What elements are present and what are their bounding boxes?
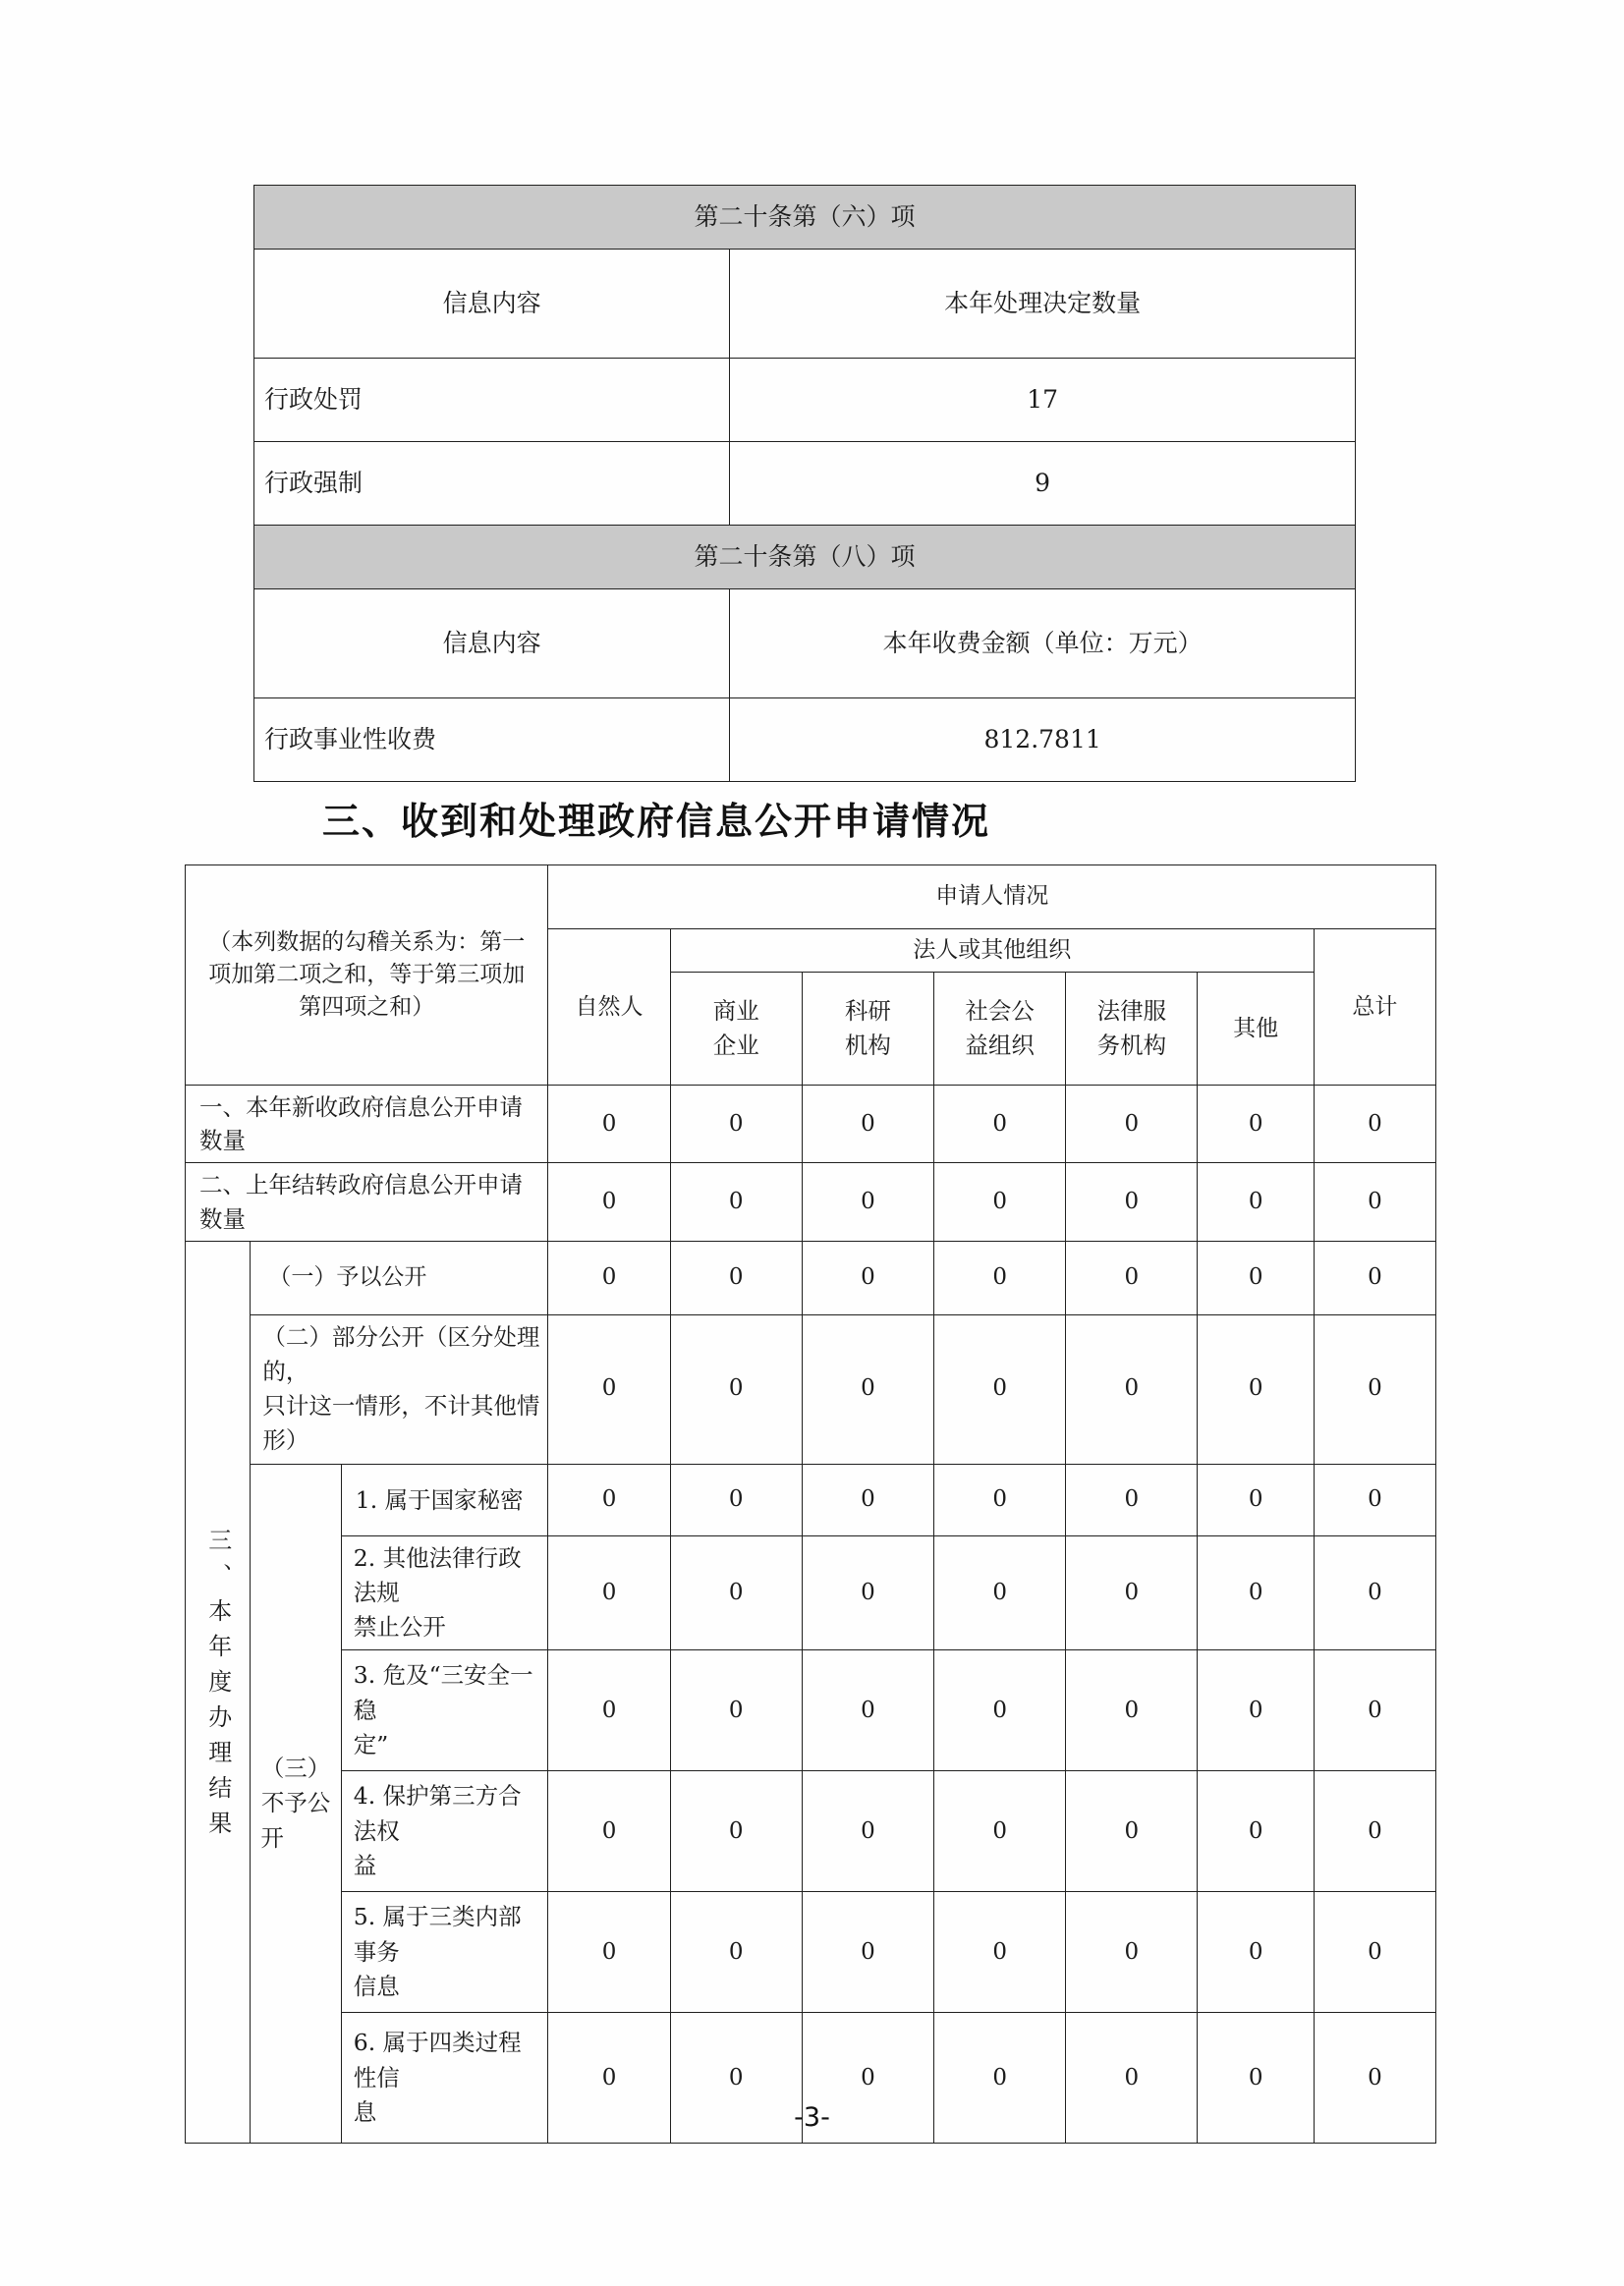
- row-value-administrative-penalty: 17: [730, 359, 1356, 442]
- cell-value: 0: [1314, 1892, 1435, 2013]
- section-heading-applications: 三、收到和处理政府信息公开申请情况: [322, 800, 991, 843]
- row-label-internal-affairs-info: [341, 1892, 548, 2013]
- cell-value: 0: [1198, 1086, 1314, 1163]
- cell-value: 0: [802, 1650, 933, 1771]
- row-label-endangers-security-stability-line2: 定”: [353, 1730, 389, 1758]
- header-col-research-institution: [802, 973, 933, 1086]
- cell-value: 0: [548, 1086, 670, 1163]
- cell-value: 0: [548, 1241, 670, 1314]
- cell-value: 0: [548, 1314, 670, 1464]
- header-col-legal-service-line2: 务机构: [1096, 1031, 1167, 1060]
- row-label-other-law-prohibits-line1: 2. 其他法律行政法规: [353, 1543, 522, 1606]
- cell-value: 0: [548, 1163, 670, 1241]
- cell-value: 0: [802, 1241, 933, 1314]
- row-label-administrative-coercion: 行政强制: [254, 442, 730, 526]
- article-20-table-grid: [253, 185, 1356, 782]
- header-col-natural-person: 自然人: [548, 929, 670, 1086]
- table-row: [186, 1892, 1436, 2013]
- header-col-commercial-enterprise-line1: 商业: [712, 997, 759, 1026]
- header-col-legal-service-line1: 法律服: [1096, 997, 1167, 1026]
- row-value-administrative-coercion: 9: [730, 442, 1356, 526]
- row-label-partially-disclosed-line1: （二）部分公开（区分处理的，: [262, 1322, 540, 1385]
- cell-value: 0: [1066, 1163, 1198, 1241]
- cell-value: 0: [934, 1771, 1066, 1892]
- row-label-administrative-penalty: 行政处罚: [254, 359, 730, 442]
- cell-value: 0: [1198, 1535, 1314, 1650]
- table-row: [254, 250, 1356, 359]
- applications-table: [185, 864, 1436, 2144]
- cell-value: 0: [802, 2013, 933, 2144]
- row-label-protect-third-party-rights-line2: 益: [353, 1851, 377, 1879]
- cell-value: 0: [1198, 1163, 1314, 1241]
- group-label-annual-processing-results: [186, 1241, 251, 2144]
- header-col-total: 总计: [1314, 929, 1435, 1086]
- cell-value: 0: [548, 1535, 670, 1650]
- cell-value: 0: [1314, 1771, 1435, 1892]
- row-label-other-law-prohibits: [341, 1535, 548, 1650]
- cell-value: 0: [934, 1241, 1066, 1314]
- cell-value: 0: [670, 1241, 802, 1314]
- row-label-protect-third-party-rights-line1: 4. 保护第三方合法权: [353, 1782, 522, 1845]
- cell-value: 0: [1314, 1314, 1435, 1464]
- header-applicant-group: 申请人情况: [548, 865, 1436, 929]
- row-label-partially-disclosed-line2: 只计这一情形，不计其他情形）: [262, 1392, 540, 1455]
- cell-value: 0: [934, 1086, 1066, 1163]
- table-row: [254, 589, 1356, 698]
- cell-value: 0: [934, 1892, 1066, 2013]
- cell-value: 0: [1066, 1535, 1198, 1650]
- cell-value: 0: [934, 1464, 1066, 1535]
- group-label-annual-processing-results-text: 三、本年度办理结果: [203, 1528, 232, 1847]
- cell-value: 0: [1314, 1086, 1435, 1163]
- cell-value: 0: [1314, 1650, 1435, 1771]
- row-label-state-secret: 1. 属于国家秘密: [341, 1464, 548, 1535]
- row-label-endangers-security-stability: [341, 1650, 548, 1771]
- section-6-info-content-header: 信息内容: [254, 250, 730, 359]
- cell-value: 0: [934, 1314, 1066, 1464]
- page-number: -3-: [794, 2102, 830, 2133]
- group-label-not-disclosed: [251, 1464, 341, 2144]
- table-row: [186, 1650, 1436, 1771]
- cell-value: 0: [1198, 1464, 1314, 1535]
- row-label-process-info-line2: 息: [353, 2097, 377, 2126]
- cell-value: 0: [802, 1892, 933, 2013]
- cell-value: 0: [1066, 1086, 1198, 1163]
- group-label-not-disclosed-line3: 开: [260, 1823, 284, 1852]
- cell-value: 0: [802, 1086, 933, 1163]
- table-row: [254, 442, 1356, 526]
- cell-value: 0: [934, 1163, 1066, 1241]
- table-row: [254, 526, 1356, 589]
- header-col-legal-service: [1066, 973, 1198, 1086]
- row-label-process-info-line1: 6. 属于四类过程性信: [353, 2029, 522, 2091]
- row-label-other-law-prohibits-line2: 禁止公开: [353, 1613, 446, 1642]
- group-label-not-disclosed-line2: 不予公: [260, 1789, 331, 1817]
- cell-value: 0: [1066, 1464, 1198, 1535]
- cell-value: 0: [802, 1464, 933, 1535]
- cell-value: 0: [548, 1771, 670, 1892]
- row-label-partially-disclosed: [251, 1314, 548, 1464]
- cell-value: 0: [1314, 1241, 1435, 1314]
- row-label-administrative-fees: 行政事业性收费: [254, 698, 730, 782]
- table-row: [186, 1464, 1436, 1535]
- row-label-disclosed: （一）予以公开: [251, 1241, 548, 1314]
- cell-value: 0: [548, 1650, 670, 1771]
- header-col-social-welfare-line2: 益组织: [965, 1031, 1035, 1060]
- cell-value: 0: [670, 1086, 802, 1163]
- row-label-new-applications: 一、本年新收政府信息公开申请数量: [186, 1086, 548, 1163]
- header-col-commercial-enterprise-line2: 企业: [712, 1031, 759, 1060]
- cell-value: 0: [1198, 2013, 1314, 2144]
- section-8-value-header: 本年收费金额（单位：万元）: [730, 589, 1356, 698]
- table-header-row: [186, 865, 1436, 929]
- cell-value: 0: [1198, 1771, 1314, 1892]
- cell-value: 0: [548, 1464, 670, 1535]
- cell-value: 0: [1066, 2013, 1198, 2144]
- cell-value: 0: [1066, 1892, 1198, 2013]
- cell-value: 0: [548, 1892, 670, 2013]
- table-row: [186, 1535, 1436, 1650]
- section-6-value-header: 本年处理决定数量: [730, 250, 1356, 359]
- row-label-carried-over-applications: 二、上年结转政府信息公开申请数量: [186, 1163, 548, 1241]
- row-label-internal-affairs-info-line1: 5. 属于三类内部事务: [353, 1903, 522, 1966]
- cell-value: 0: [1198, 1241, 1314, 1314]
- cell-value: 0: [670, 2013, 802, 2144]
- header-col-social-welfare: [934, 973, 1066, 1086]
- cell-value: 0: [802, 1163, 933, 1241]
- header-col-other: 其他: [1198, 973, 1314, 1086]
- section-8-info-content-header: 信息内容: [254, 589, 730, 698]
- section-6-band-title: 第二十条第（六）项: [254, 186, 1356, 250]
- table-row: [186, 1314, 1436, 1464]
- header-col-commercial-enterprise: [670, 973, 802, 1086]
- cell-value: 0: [1314, 1163, 1435, 1241]
- cell-value: 0: [1314, 1464, 1435, 1535]
- table-row: [254, 698, 1356, 782]
- cell-value: 0: [934, 1650, 1066, 1771]
- cell-value: 0: [802, 1771, 933, 1892]
- cell-value: 0: [802, 1314, 933, 1464]
- row-label-endangers-security-stability-line1: 3. 危及“三安全一稳: [353, 1661, 533, 1724]
- cell-value: 0: [1314, 2013, 1435, 2144]
- row-value-administrative-fees: 812.7811: [730, 698, 1356, 782]
- cell-value: 0: [1198, 1314, 1314, 1464]
- cell-value: 0: [670, 1771, 802, 1892]
- cell-value: 0: [1066, 1771, 1198, 1892]
- cell-value: 0: [670, 1535, 802, 1650]
- section-8-band-title: 第二十条第（八）项: [254, 526, 1356, 589]
- cell-value: 0: [670, 1163, 802, 1241]
- cell-value: 0: [548, 2013, 670, 2144]
- table-row: [186, 1086, 1436, 1163]
- cell-value: 0: [670, 1650, 802, 1771]
- cell-value: 0: [1066, 1314, 1198, 1464]
- article-20-table: [253, 185, 1356, 782]
- cell-value: 0: [1198, 1892, 1314, 2013]
- group-label-not-disclosed-line1: （三）: [260, 1755, 331, 1783]
- cell-value: 0: [802, 1535, 933, 1650]
- cell-value: 0: [670, 1314, 802, 1464]
- cell-value: 0: [1066, 1241, 1198, 1314]
- row-label-protect-third-party-rights: [341, 1771, 548, 1892]
- cell-value: 0: [934, 1535, 1066, 1650]
- cell-value: 0: [670, 1464, 802, 1535]
- header-col-research-institution-line1: 科研: [844, 997, 891, 1026]
- table-row: [254, 359, 1356, 442]
- table-row: [254, 186, 1356, 250]
- table-row: [186, 1771, 1436, 1892]
- header-col-research-institution-line2: 机构: [844, 1031, 891, 1060]
- header-row-note: （本列数据的勾稽关系为：第一项加第二项之和，等于第三项加第四项之和）: [186, 865, 548, 1086]
- row-label-internal-affairs-info-line2: 信息: [353, 1972, 400, 2000]
- header-legal-person-group: 法人或其他组织: [670, 929, 1314, 973]
- cell-value: 0: [1198, 1650, 1314, 1771]
- cell-value: 0: [934, 2013, 1066, 2144]
- cell-value: 0: [1066, 1650, 1198, 1771]
- applications-table-grid: [185, 864, 1436, 2144]
- table-row: [186, 1163, 1436, 1241]
- header-col-social-welfare-line1: 社会公: [965, 997, 1035, 1026]
- cell-value: 0: [1314, 1535, 1435, 1650]
- table-row: [186, 1241, 1436, 1314]
- cell-value: 0: [670, 1892, 802, 2013]
